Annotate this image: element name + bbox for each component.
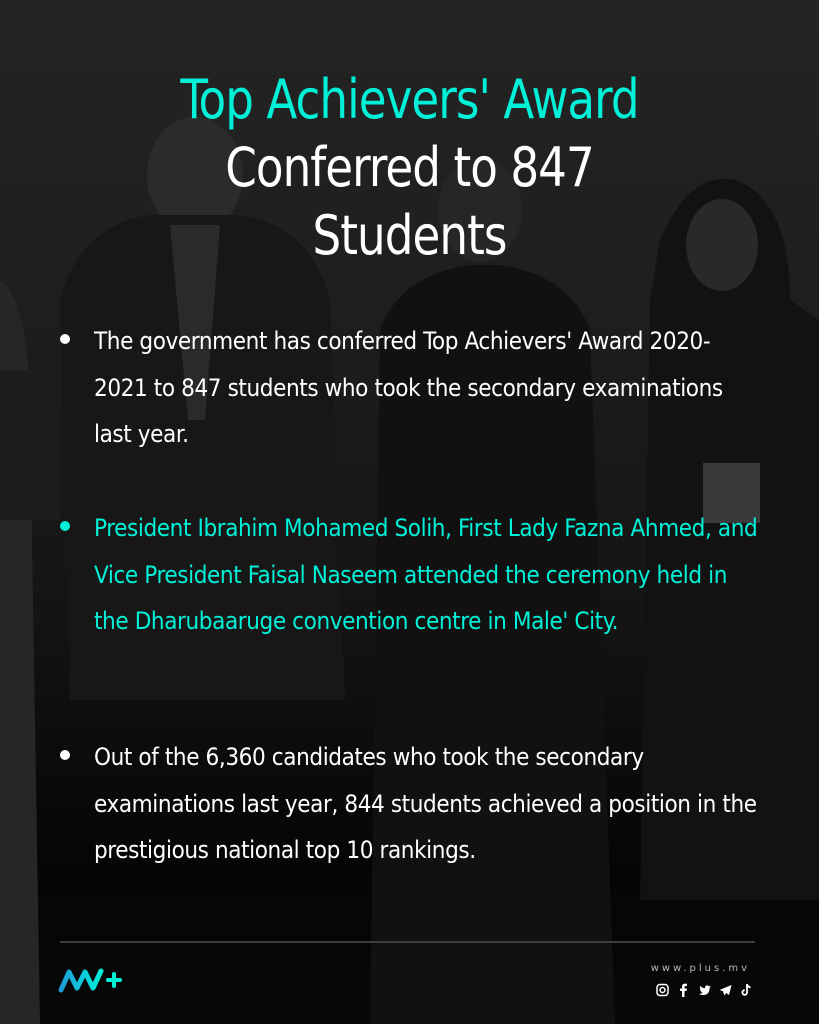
website-link[interactable]: www.plus.mv (650, 963, 750, 974)
bullet-text: Out of the 6,360 candidates who took the secondary examinations last year, 844 students achieved a position in the prestigious national top 10 rankings. (94, 743, 757, 864)
bullet-text: President Ibrahim Mohamed Solih, First Lady Fazna Ahmed, and Vice President Faisal Naseem attended the ceremony held in the Dharubaaruge convention centre in Male' City. (94, 514, 758, 635)
bullet-text: The government has conferred Top Achievers' Award 2020-2021 to 847 students who took the secondary examinations last year. (94, 327, 723, 448)
bullet-dot-icon (60, 750, 70, 760)
headline-line-1: Top Achievers' Award (180, 68, 639, 131)
headline-line-3: Students (312, 204, 507, 267)
bullet-dot-icon (60, 334, 70, 344)
footer-divider (60, 941, 755, 943)
bullet-item (60, 505, 760, 645)
plus-logo (58, 966, 128, 994)
tiktok-icon[interactable] (740, 982, 753, 996)
bullet-item (60, 318, 760, 458)
bullet-item (60, 734, 760, 874)
facebook-icon[interactable] (677, 982, 690, 996)
bullet-dot-icon (60, 521, 70, 531)
twitter-icon[interactable] (698, 982, 711, 996)
social-icons (656, 982, 753, 996)
instagram-icon[interactable] (656, 982, 669, 996)
telegram-icon[interactable] (719, 982, 732, 996)
headline-line-2: Conferred to 847 (225, 136, 594, 199)
